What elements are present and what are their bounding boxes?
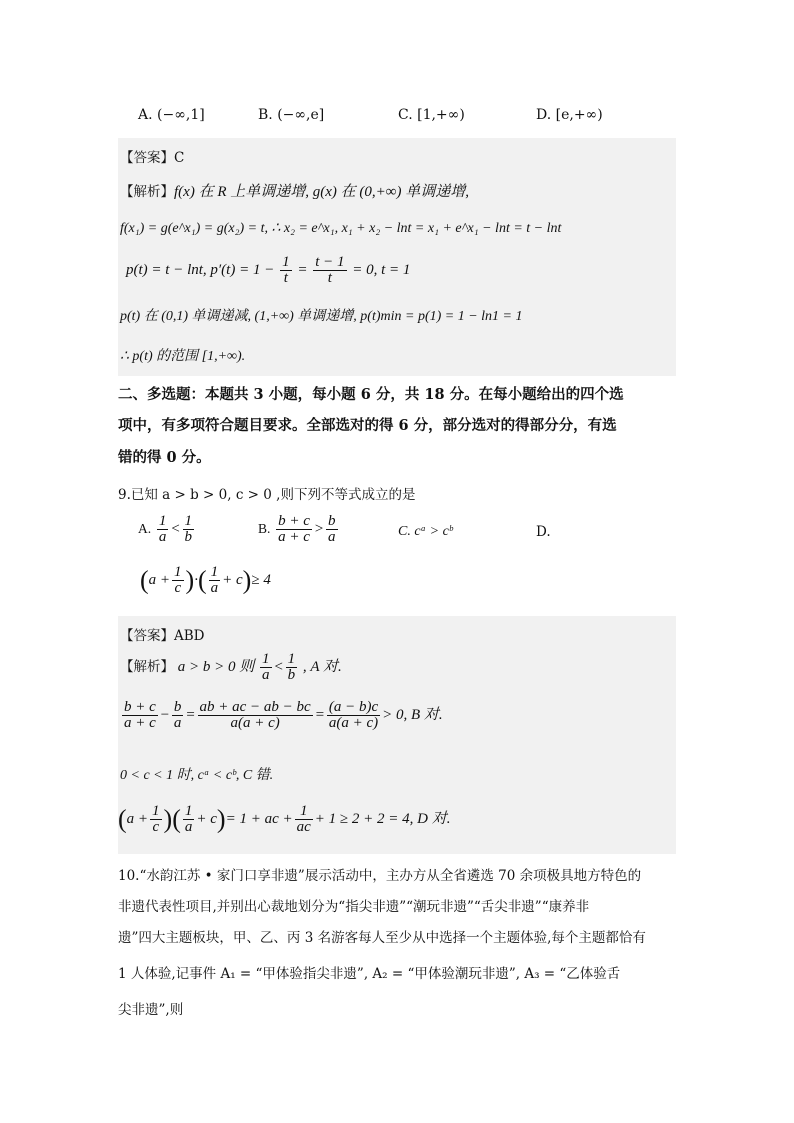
fraction: $\frac{1}{t}$ [282,254,290,286]
answer-q9: 【答案】ABD [120,628,205,644]
option-c: C. [1,+∞) [398,107,465,123]
option-d: D. [e,+∞) [536,107,603,123]
q9-option-d-label: D. [536,524,551,540]
q9-option-a: A. $\frac{1}{a}$ < $\frac{1}{b}$ [138,513,192,545]
fraction: $\frac{t - 1}{t}$ [315,254,345,286]
question-9-stem: 9.已知 a > b > 0, c > 0 ,则下列不等式成立的是 [118,487,416,503]
section-heading-line2: 项中，有多项符合题目要求。全部选对的得 6 分，部分选对的得部分分，有选 [118,417,617,434]
question-10-line5: 尖非遗”,则 [118,1002,184,1018]
question-10-line2: 非遗代表性项目,并别出心裁地划分为“指尖非遗”“潮玩非遗”“舌尖非遗”“康养非 [118,899,590,915]
option-b: B. (−∞,e] [258,107,325,123]
analysis-q8-line3 [126,255,410,286]
section-heading-line1: 二、多选题：本题共 3 小题，每小题 6 分，共 18 分。在每小题给出的四个选 [118,386,624,403]
q9-option-d-expr: (a + $\frac{1}{c}$ )·( $\frac{1}{a}$ + c)≥ 4 [140,564,271,596]
analysis-label: 【解析】 [120,184,174,200]
math-text: p(t) = t − lnt, p′(t) = 1 − [126,261,275,278]
answer-q8: 【答案】C [120,150,185,166]
analysis-q9-line3: 0 < c < 1 时, cᵃ < cᵇ, C 错. [120,768,274,783]
analysis-q8-line2: f(x₁) = g(e^x₁) = g(x₂) = t, ∴ x₂ = e^x₁, x₁ + x₂ − lnt = x₁ + e^x₁ − lnt = t − lnt [120,221,562,236]
question-10-line3: 遗”四大主题板块，甲、乙、丙 3 名游客每人至少从中选择一个主题体验,每个主题都恰有 [118,930,646,946]
math-text: = [297,261,308,278]
question-10-line1: 10.“水韵江苏 • 家门口享非遗”展示活动中，主办方从全省遴选 70 余项极具地方特色的 [118,868,642,884]
analysis-q8-line4: p(t) 在 (0,1) 单调递减, (1,+∞) 单调递增, p(t)min = p(1) = 1 − ln1 = 1 [120,309,523,324]
q9-option-c: C. cᵃ > cᵇ [398,524,453,539]
analysis-q9-line1: 【解析】 a > b > 0 则 $\frac{1}{a}$ < $\frac{1}{b}$ , A 对. [120,651,342,683]
question-10-line4: 1 人体验,记事件 A₁ = “甲体验指尖非遗”, A₂ = “甲体验潮玩非遗”, A₃ = “乙体验舌 [118,966,621,982]
analysis-q8-line1 [120,180,469,201]
analysis-q9-line2: $\frac{b + c}{a + c}$ − $\frac{b}{a}$ = $\frac{ab + ac - ab - bc}{a(a + c)}$ = $\frac{(a - b)c}{a(a + c)}$ > 0, B 对. [124,699,443,731]
q9-option-b: B. $\frac{b + c}{a + c}$ > $\frac{b}{a}$ [258,513,336,545]
option-a: A. (−∞,1] [138,107,205,123]
analysis-q9-line4: (a + $\frac{1}{c}$ )( $\frac{1}{a}$ + c)= 1 + ac + $\frac{1}{ac}$ + 1 ≥ 2 + 2 = 4, D 对. [118,803,451,835]
section-heading-line3: 错的得 0 分。 [118,449,211,466]
math-text: = 0, t = 1 [352,261,411,278]
analysis-text: g(x) 在 (0,+∞) 单调递增, [312,184,469,200]
analysis-q8-line5: ∴ p(t) 的范围 [1,+∞). [120,349,246,364]
analysis-text: f(x) 在 R 上单调递增, [174,184,313,200]
